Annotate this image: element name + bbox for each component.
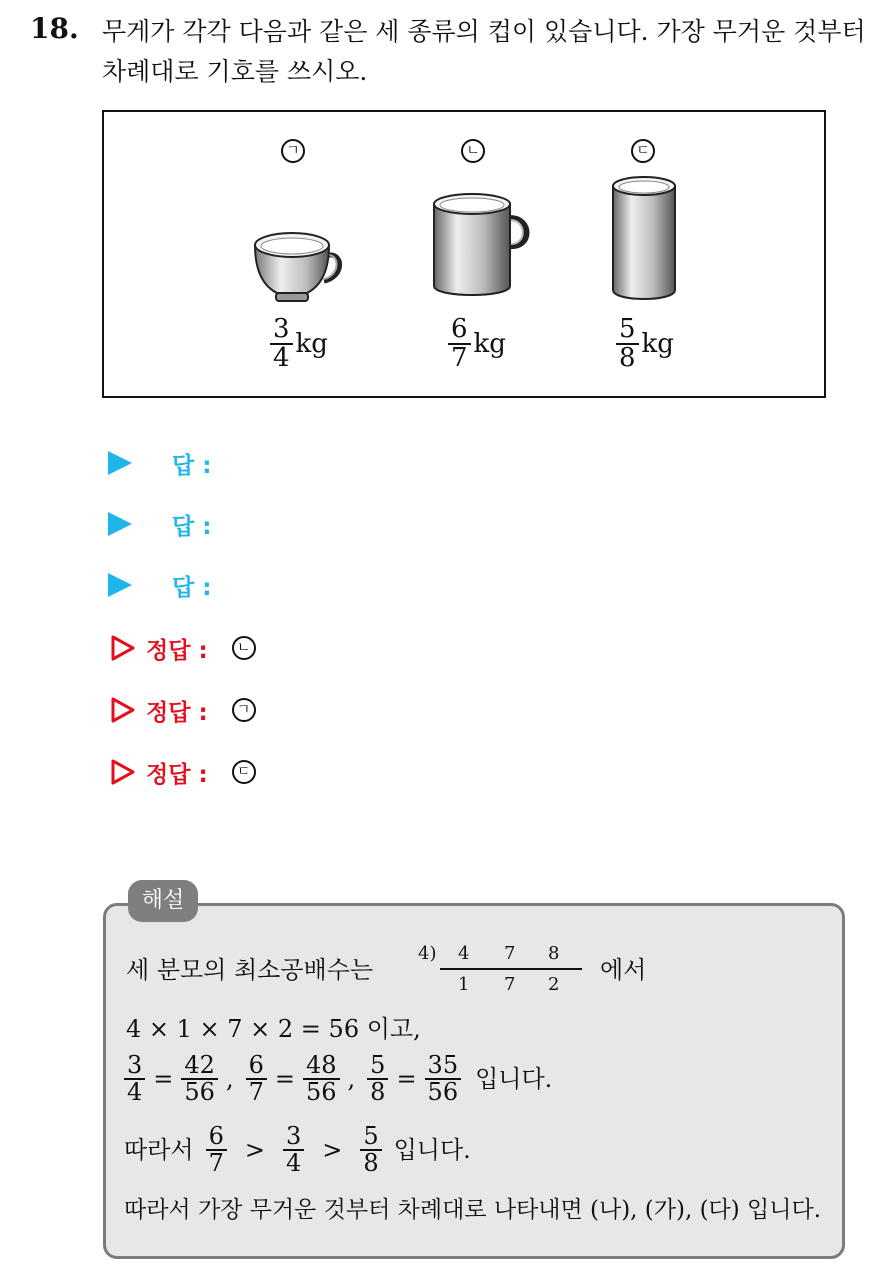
correct-label: 정답 :: [146, 699, 208, 726]
division-bottom-1: 1: [458, 974, 470, 995]
divisor-value: 4: [418, 943, 430, 964]
division-bottom-2: 7: [504, 974, 516, 995]
explanation-line-2: 4 × 1 × 7 × 2 = 56 이고,: [126, 1015, 421, 1043]
frac-denominator: 4: [285, 1149, 302, 1178]
answer-label: 답 :: [172, 452, 212, 479]
cup-b-numerator: 6: [448, 316, 471, 345]
cup-a-weight: [270, 316, 328, 373]
greater-than-sign: >: [322, 1136, 343, 1165]
cup-a-denominator: 4: [273, 343, 290, 374]
division-bar: [440, 968, 582, 970]
explanation-line-4: [124, 1124, 471, 1176]
mug-icon: [428, 188, 533, 303]
cup-c-weight: [616, 316, 674, 373]
tall-cup-icon: [610, 172, 680, 304]
correct-label: 정답 :: [146, 637, 208, 664]
frac-denominator: 56: [427, 1078, 459, 1107]
correct-arrow-icon: [110, 758, 136, 786]
correct-row-2: [110, 690, 256, 730]
line-4-prefix: 따라서: [124, 1136, 194, 1165]
frac-denominator: 7: [208, 1149, 224, 1178]
frac-denominator: 4: [127, 1078, 143, 1107]
answer-arrow-icon: [108, 573, 132, 597]
frac-numerator: 3: [283, 1124, 304, 1151]
division-top-2: 7: [504, 943, 516, 964]
explanation-line-1-suffix: 에서: [600, 956, 647, 984]
division-bottom-3: 2: [548, 974, 560, 995]
cup-c-denominator: 8: [619, 343, 636, 374]
explanation-line-1-prefix: 세 분모의 최소공배수는: [126, 956, 374, 984]
explanation-line-3: [124, 1053, 552, 1105]
frac-numerator: 48: [303, 1053, 340, 1080]
line-4-suffix: 입니다.: [393, 1136, 471, 1165]
correct-arrow-icon: [110, 696, 136, 724]
question-number: 18.: [30, 12, 79, 45]
frac-numerator: 6: [206, 1124, 227, 1151]
answer-arrow-icon: [108, 451, 132, 475]
frac-numerator: 35: [425, 1053, 462, 1080]
cup-b-symbol: ㄴ: [461, 139, 485, 163]
cup-a-symbol: ㄱ: [281, 139, 305, 163]
frac-numerator: 42: [181, 1053, 218, 1080]
frac-denominator: 56: [305, 1078, 337, 1107]
correct-arrow-icon: [110, 634, 136, 662]
frac-numerator: 5: [367, 1053, 388, 1080]
equals-sign: =: [274, 1065, 295, 1094]
frac-denominator: 56: [184, 1078, 215, 1107]
cup-b-weight: [448, 316, 506, 373]
teacup-icon: [240, 225, 350, 310]
cup-b-unit: kg: [473, 329, 506, 360]
greater-than-sign: >: [244, 1136, 265, 1165]
answer-row-3[interactable]: [108, 565, 211, 605]
correct-answer-1: ㄴ: [232, 636, 256, 660]
frac-denominator: 8: [370, 1078, 386, 1107]
frac-denominator: 7: [248, 1078, 264, 1107]
cup-b-fraction: [448, 316, 471, 373]
comma: ,: [225, 1065, 234, 1094]
division-top-1: 4: [458, 943, 470, 964]
correct-answer-3: ㄷ: [232, 760, 256, 784]
cup-c-unit: kg: [641, 329, 674, 360]
answer-label: 답 :: [172, 574, 212, 601]
cup-c-numerator: 5: [616, 316, 639, 345]
cup-a-unit: kg: [295, 329, 328, 360]
answer-row-1[interactable]: [108, 443, 211, 483]
frac-numerator: 6: [246, 1053, 267, 1080]
division-top-3: 8: [548, 943, 560, 964]
frac-denominator: 8: [363, 1149, 379, 1178]
answer-arrow-icon: [108, 512, 132, 536]
correct-row-1: [110, 628, 256, 668]
explanation-tag: 해설: [128, 880, 198, 922]
line-3-suffix: 입니다.: [475, 1065, 553, 1094]
correct-row-3: [110, 752, 256, 792]
comma: ,: [347, 1065, 356, 1094]
cup-c-symbol: ㄷ: [631, 139, 655, 163]
cup-b-denominator: 7: [451, 343, 468, 374]
answer-row-2[interactable]: [108, 504, 211, 544]
equals-sign: =: [153, 1065, 174, 1094]
explanation-line-5: 따라서 가장 무거운 것부터 차례대로 나타내면 (나), (가), (다) 입니다.: [124, 1197, 822, 1223]
correct-label: 정답 :: [146, 761, 208, 788]
equals-sign: =: [396, 1065, 417, 1094]
cup-a-fraction: [270, 316, 293, 373]
cup-a-numerator: 3: [270, 316, 293, 345]
division-divisor: 4): [418, 943, 437, 964]
correct-answer-2: ㄱ: [232, 698, 256, 722]
question-text: 무게가 각각 다음과 같은 세 종류의 컵이 있습니다. 가장 무거운 것부터 차례대로 기호를 쓰시오.: [102, 17, 866, 86]
cup-c-fraction: [616, 316, 639, 373]
answer-label: 답 :: [172, 513, 212, 540]
frac-numerator: 3: [124, 1053, 145, 1080]
frac-numerator: 5: [360, 1124, 381, 1151]
